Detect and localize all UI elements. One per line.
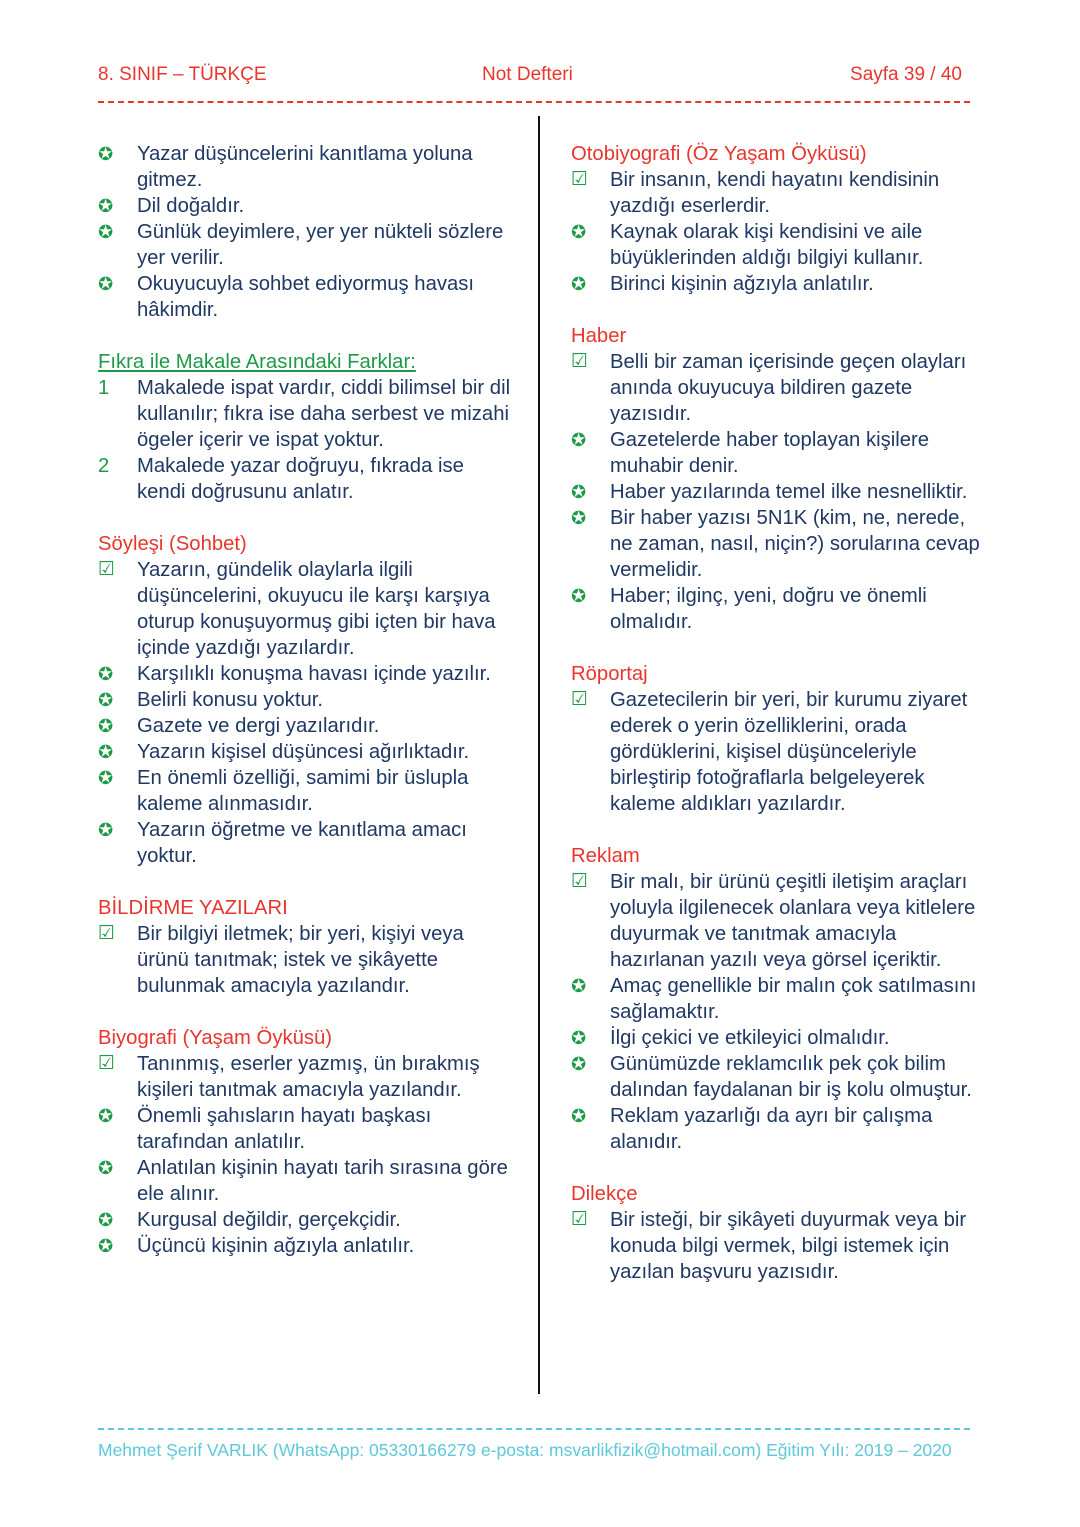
list-item: ✪ Reklam yazarlığı da ayrı bir çalışma alanıdır.: [571, 1105, 933, 1153]
checkbox-icon: ☑: [571, 689, 589, 710]
numbered-item: 2 Makalede yazar doğruyu, fıkrada ise kendi doğrusunu anlatır.: [98, 455, 464, 503]
list-item: ✪ Anlatılan kişinin hayatı tarih sırasına göre ele alınır.: [98, 1157, 508, 1205]
numbered-item: 1 Makalede ispat vardır, ciddi bilimsel bir dil kullanılır; fıkra ise daha serbest ve mizahi ögeler içerir ve ispat yoktur.: [98, 377, 511, 451]
list-item: ✪ Birinci kişinin ağzıyla anlatılır.: [571, 273, 874, 295]
right-column: [571, 141, 983, 1285]
list-item: ✪ Kurgusal değildir, gerçekçidir.: [98, 1209, 401, 1231]
section-heading-bildirme: BİLDİRME YAZILARI: [98, 897, 288, 919]
left-column: [98, 141, 518, 1259]
definition-item: ☑ Bir isteği, bir şikâyeti duyurmak veya bir konuda bilgi vermek, bilgi istemek için yazılan başvuru yazısıdır.: [571, 1209, 967, 1283]
star-icon: ✪: [571, 1054, 587, 1074]
star-icon: ✪: [98, 222, 114, 242]
star-icon: ✪: [98, 1158, 114, 1178]
footer-divider: [98, 1428, 970, 1430]
star-icon: ✪: [98, 768, 114, 788]
list-item: ✪ Gazetelerde haber toplayan kişilere muhabir denir.: [571, 429, 930, 477]
list-item: ✪ Belirli konusu yoktur.: [98, 689, 323, 711]
star-icon: ✪: [571, 482, 587, 502]
star-icon: ✪: [98, 1106, 114, 1126]
document-title: Not Defteri: [482, 64, 573, 85]
star-icon: ✪: [98, 742, 114, 762]
definition-item: ☑ Bir malı, bir ürünü çeşitli iletişim araçları yoluyla ilgilenecek olanlara veya kitlelere duyurmak ve tanıtmak amacıyla hazırlanan yazılı veya görsel içeriktir.: [571, 871, 976, 971]
list-item: ✪ Haber; ilginç, yeni, doğru ve önemli olmalıdır.: [571, 585, 927, 633]
page-footer: Mehmet Şerif VARLIK (WhatsApp: 05330166279 e-posta: msvarlikfizik@hotmail.com) Eğitim Yılı: 2019 – 2020: [98, 1440, 952, 1460]
star-icon: ✪: [571, 274, 587, 294]
list-item: ✪ Dil doğaldır.: [98, 195, 245, 217]
star-icon: ✪: [571, 430, 587, 450]
section-heading-otobiyografi: Otobiyografi (Öz Yaşam Öyküsü): [571, 143, 867, 165]
list-item: ✪ Yazar düşüncelerini kanıtlama yoluna gitmez.: [98, 143, 473, 191]
section-heading-reklam: Reklam: [571, 845, 640, 867]
column-divider: [538, 116, 540, 1394]
list-item: ✪ Gazete ve dergi yazılarıdır.: [98, 715, 380, 737]
star-icon: ✪: [98, 1210, 114, 1230]
list-item: ✪ Önemli şahısların hayatı başkası tarafından anlatılır.: [98, 1105, 432, 1153]
definition-item: ☑ Bir bilgiyi iletmek; bir yeri, kişiyi veya ürünü tanıtmak; istek ve şikâyette bulunmak amacıyla yazılandır.: [98, 923, 464, 997]
checkbox-icon: ☑: [571, 871, 589, 892]
star-icon: ✪: [98, 664, 114, 684]
section-heading-dilekce: Dilekçe: [571, 1183, 638, 1205]
list-item: ✪ Üçüncü kişinin ağzıyla anlatılır.: [98, 1235, 415, 1257]
star-icon: ✪: [571, 976, 587, 996]
course-title: 8. SINIF – TÜRKÇE: [98, 64, 267, 85]
star-icon: ✪: [571, 508, 587, 528]
checkbox-icon: ☑: [98, 559, 116, 580]
star-icon: ✪: [98, 196, 114, 216]
section-heading-biyografi: Biyografi (Yaşam Öyküsü): [98, 1027, 333, 1049]
star-icon: ✪: [98, 144, 114, 164]
section-heading-haber: Haber: [571, 325, 627, 347]
definition-item: ☑ Belli bir zaman içerisinde geçen olayları anında okuyucuya bildiren gazete yazısıdır.: [571, 351, 967, 425]
star-icon: ✪: [98, 820, 114, 840]
definition-item: ☑ Bir insanın, kendi hayatını kendisinin yazdığı eserlerdir.: [571, 169, 940, 217]
list-item: ✪ Yazarın kişisel düşüncesi ağırlıktadır.: [98, 741, 470, 763]
list-item: ✪ Okuyucuyla sohbet ediyormuş havası hâkimdir.: [98, 273, 475, 321]
checkbox-icon: ☑: [571, 169, 589, 190]
list-item: ✪ Haber yazılarında temel ilke nesnelliktir.: [571, 481, 968, 503]
list-item: ✪ En önemli özelliği, samimi bir üslupla kaleme alınmasıdır.: [98, 767, 469, 815]
checkbox-icon: ☑: [98, 1053, 116, 1074]
list-item: ✪ Karşılıklı konuşma havası içinde yazılır.: [98, 663, 491, 685]
list-item: ✪ İlgi çekici ve etkileyici olmalıdır.: [571, 1027, 890, 1049]
definition-item: ☑ Tanınmış, eserler yazmış, ün bırakmış kişileri tanıtmak amacıyla yazılandır.: [98, 1053, 480, 1101]
section-heading-roportaj: Röportaj: [571, 663, 648, 685]
star-icon: ✪: [571, 586, 587, 606]
item-number: 1: [98, 377, 110, 399]
star-icon: ✪: [98, 1236, 114, 1256]
list-item: ✪ Kaynak olarak kişi kendisini ve aile büyüklerinden aldığı bilgiyi kullanır.: [571, 221, 924, 269]
section-heading-soylesi: Söyleşi (Sohbet): [98, 533, 247, 555]
list-item: ✪ Yazarın öğretme ve kanıtlama amacı yoktur.: [98, 819, 467, 867]
star-icon: ✪: [98, 716, 114, 736]
checkbox-icon: ☑: [571, 351, 589, 372]
star-icon: ✪: [571, 222, 587, 242]
checkbox-icon: ☑: [98, 923, 116, 944]
page-number: Sayfa 39 / 40: [850, 64, 962, 85]
header-divider: [98, 101, 970, 103]
checkbox-icon: ☑: [571, 1209, 589, 1230]
list-item: ✪ Amaç genellikle bir malın çok satılmasını sağlamaktır.: [571, 975, 977, 1023]
star-icon: ✪: [571, 1106, 587, 1126]
page-header: [98, 64, 970, 94]
star-icon: ✪: [98, 274, 114, 294]
list-item: ✪ Bir haber yazısı 5N1K (kim, ne, nerede, ne zaman, nasıl, niçin?) sorularına cevap vermelidir.: [571, 507, 980, 581]
star-icon: ✪: [98, 690, 114, 710]
section-heading-farklar: Fıkra ile Makale Arasındaki Farklar:: [98, 351, 416, 373]
definition-item: ☑ Gazetecilerin bir yeri, bir kurumu ziyaret ederek o yerin özelliklerini, orada gördüklerini, kişisel düşünceleriyle birleştirip fotoğraflarla belgeleyerek kaleme aldıkları yazılardır.: [571, 689, 968, 815]
list-item: ✪ Günümüzde reklamcılık pek çok bilim dalından faydalanan bir iş kolu olmuştur.: [571, 1053, 972, 1101]
item-number: 2: [98, 455, 110, 477]
star-icon: ✪: [571, 1028, 587, 1048]
definition-item: ☑ Yazarın, gündelik olaylarla ilgili düşüncelerini, okuyucu ile karşı karşıya oturup konuşuyormuş gibi içten bir hava içinde yazdığı yazılardır.: [98, 559, 496, 659]
list-item: ✪ Günlük deyimlere, yer yer nükteli sözlere yer verilir.: [98, 221, 504, 269]
